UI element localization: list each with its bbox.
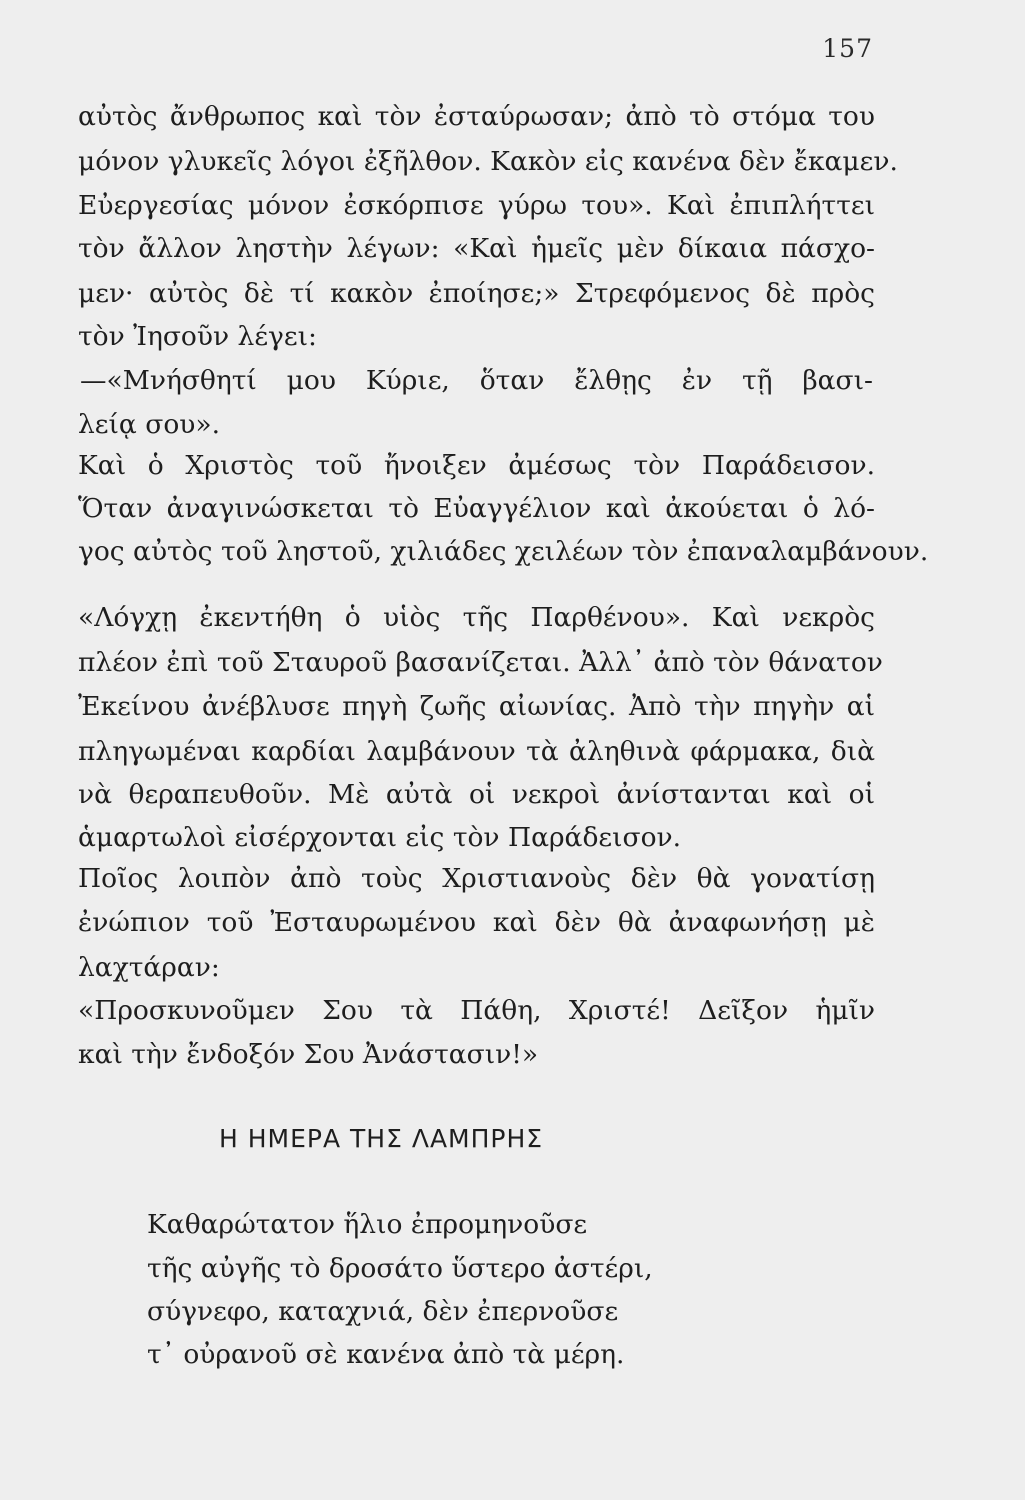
prose-line: μεν· αὐτὸς δὲ τί κακὸν ἐποίησε;» Στρεφόμενος δὲ πρὸς bbox=[78, 278, 875, 309]
prose-line: τὸν Ἰησοῦν λέγει: bbox=[78, 321, 317, 352]
prose-line: τὸν ἄλλον ληστὴν λέγων: «Καὶ ἡμεῖς μὲν δίκαια πάσχο- bbox=[78, 233, 875, 264]
poem-title: Η ΗΜΕΡΑ ΤΗΣ ΛΑΜΠΡΗΣ bbox=[219, 1124, 544, 1153]
prose-line: Καὶ ὁ Χριστὸς τοῦ ἤνοιξεν ἀμέσως τὸν Παράδεισον. bbox=[78, 450, 875, 481]
page-number: 157 bbox=[822, 34, 873, 63]
prose-line: —«Μνήσθητί μου Κύριε, ὅταν ἔλθῃς ἐν τῇ βασι- bbox=[80, 365, 873, 396]
prose-line: ἁμαρτωλοὶ εἰσέρχονται εἰς τὸν Παράδεισον. bbox=[78, 822, 682, 853]
poem-verse: τ᾽ οὐρανοῦ σὲ κανένα ἀπὸ τὰ μέρη. bbox=[147, 1339, 625, 1370]
prose-line: αὐτὸς ἄνθρωπος καὶ τὸν ἐσταύρωσαν; ἀπὸ τὸ στόμα του bbox=[78, 101, 875, 132]
prose-line: «Λόγχῃ ἐκεντήθη ὁ υἱὸς τῆς Παρθένου». Καὶ νεκρὸς bbox=[78, 602, 875, 633]
prose-line: Ἐκείνου ἀνέβλυσε πηγὴ ζωῆς αἰωνίας. Ἀπὸ τὴν πηγὴν αἱ bbox=[78, 691, 875, 722]
prose-line: Εὐεργεσίας μόνον ἐσκόρπισε γύρω του». Καὶ ἐπιπλήττει bbox=[78, 190, 875, 221]
prose-line: νὰ θεραπευθοῦν. Μὲ αὐτὰ οἱ νεκροὶ ἀνίστανται καὶ οἱ bbox=[78, 779, 875, 810]
prose-line: λείᾳ σου». bbox=[78, 409, 221, 440]
prose-line: μόνον γλυκεῖς λόγοι ἐξῆλθον. Κακὸν εἰς κανένα δὲν ἔκαμεν. bbox=[78, 146, 898, 177]
prose-line: Ὅταν ἀναγινώσκεται τὸ Εὐαγγέλιον καὶ ἀκούεται ὁ λό- bbox=[78, 493, 875, 524]
prose-line: πληγωμέναι καρδίαι λαμβάνουν τὰ ἀληθινὰ φάρμακα, διὰ bbox=[78, 736, 875, 767]
prose-line: Ποῖος λοιπὸν ἀπὸ τοὺς Χριστιανοὺς δὲν θὰ γονατίσῃ bbox=[78, 863, 875, 894]
prose-line: λαχτάραν: bbox=[78, 952, 220, 983]
prose-line: γος αὐτὸς τοῦ ληστοῦ, χιλιάδες χειλέων τὸν ἐπαναλαμβάνουν. bbox=[78, 536, 929, 567]
poem-verse: σύγνεφο, καταχνιά, δὲν ἐπερνοῦσε bbox=[147, 1296, 619, 1327]
poem-verse: τῆς αὐγῆς τὸ δροσάτο ὕστερο ἀστέρι, bbox=[147, 1253, 653, 1284]
prose-line: καὶ τὴν ἔνδοξόν Σου Ἀνάστασιν!» bbox=[78, 1039, 539, 1070]
prose-line: «Προσκυνοῦμεν Σου τὰ Πάθη, Χριστέ! Δεῖξον ἡμῖν bbox=[78, 995, 875, 1026]
poem-verse: Καθαρώτατον ἥλιο ἐπρομηνοῦσε bbox=[147, 1209, 588, 1240]
prose-line: πλέον ἐπὶ τοῦ Σταυροῦ βασανίζεται. Ἀλλ᾽ ἀπὸ τὸν θάνατον bbox=[78, 647, 883, 678]
prose-line: ἐνώπιον τοῦ Ἐσταυρωμένου καὶ δὲν θὰ ἀναφωνήσῃ μὲ bbox=[78, 907, 875, 938]
